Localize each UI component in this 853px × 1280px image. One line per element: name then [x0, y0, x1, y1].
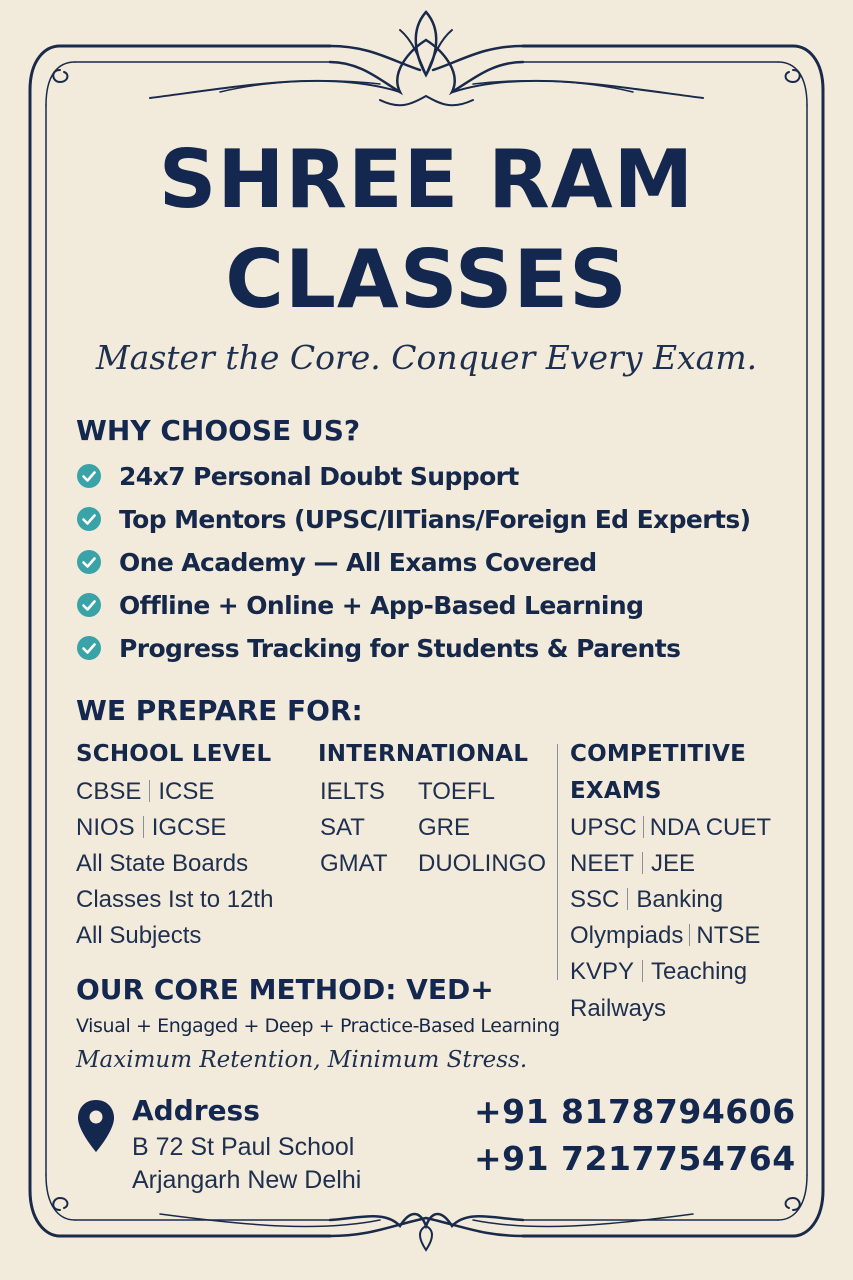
- competitive-heading-line-2: EXAMS: [570, 778, 662, 804]
- international-item: SAT: [320, 814, 365, 841]
- competitive-item: [570, 814, 771, 842]
- international-item: IELTS: [320, 778, 385, 805]
- international-item: DUOLINGO: [418, 850, 547, 877]
- competitive-item: Railways: [570, 995, 667, 1022]
- feature-item: [76, 502, 750, 536]
- competitive-item-text: NEET: [570, 850, 635, 877]
- school-item: All State Boards: [76, 850, 249, 877]
- international-item: GMAT: [320, 850, 388, 877]
- address-label: Address: [132, 1094, 260, 1127]
- school-item: Classes Ist to 12th: [76, 886, 274, 913]
- check-circle-icon: [76, 635, 102, 661]
- competitive-item-text: UPSC: [570, 814, 637, 841]
- competitive-item: [570, 958, 747, 986]
- school-item: All Subjects: [76, 922, 202, 949]
- method-tagline: Maximum Retention, Minimum Stress.: [76, 1047, 528, 1073]
- column-divider: [557, 744, 558, 980]
- title-line-2: CLASSES: [225, 233, 628, 326]
- competitive-heading-line-1: COMPETITIVE: [570, 741, 747, 767]
- competitive-item: [570, 886, 723, 914]
- feature-item: [76, 631, 680, 665]
- competitive-item-text: SSC: [570, 886, 620, 913]
- phone-number-1[interactable]: +91 8178794606: [474, 1092, 796, 1131]
- competitive-item-text: NDA CUET: [649, 814, 772, 841]
- international-item: TOEFL: [418, 778, 495, 805]
- phone-number-2[interactable]: +91 7217754764: [474, 1139, 796, 1178]
- school-item-text: ICSE: [158, 778, 215, 805]
- tagline: Master the Core. Conquer Every Exam.: [95, 338, 758, 377]
- feature-text: Progress Tracking for Students & Parents: [119, 633, 681, 663]
- competitive-item-text: Teaching: [651, 958, 748, 985]
- school-item-text: CBSE: [76, 778, 142, 805]
- method-heading: OUR CORE METHOD: VED+: [76, 973, 494, 1006]
- check-circle-icon: [76, 592, 102, 618]
- check-circle-icon: [76, 549, 102, 575]
- competitive-item-text: Banking: [636, 886, 724, 913]
- school-item-text: IGCSE: [151, 814, 227, 841]
- competitive-item-text: KVPY: [570, 958, 635, 985]
- international-item: GRE: [418, 814, 471, 841]
- feature-item: [76, 588, 643, 622]
- address-line-1: B 72 St Paul School: [132, 1133, 355, 1161]
- prepare-heading: WE PREPARE FOR:: [76, 694, 363, 727]
- feature-item: [76, 459, 519, 493]
- check-circle-icon: [76, 463, 102, 489]
- feature-text: Top Mentors (UPSC/IITians/Foreign Ed Experts): [119, 504, 751, 534]
- competitive-item-text: NTSE: [696, 922, 761, 949]
- school-level-heading: SCHOOL LEVEL: [76, 741, 272, 767]
- address-line-2: Arjangarh New Delhi: [132, 1166, 362, 1194]
- competitive-item-text: Olympiads: [570, 922, 684, 949]
- why-choose-heading: WHY CHOOSE US?: [76, 414, 361, 447]
- competitive-item: [570, 922, 760, 950]
- school-item: [76, 778, 214, 806]
- school-item: [76, 814, 226, 842]
- check-circle-icon: [76, 506, 102, 532]
- feature-text: Offline + Online + App-Based Learning: [119, 590, 644, 620]
- international-heading: INTERNATIONAL: [318, 741, 529, 767]
- school-item-text: NIOS: [76, 814, 135, 841]
- method-subtitle: Visual + Engaged + Deep + Practice-Based Learning: [76, 1015, 560, 1037]
- feature-item: [76, 545, 597, 579]
- competitive-item: [570, 850, 695, 878]
- title-line-1: SHREE RAM: [158, 133, 695, 226]
- feature-text: 24x7 Personal Doubt Support: [119, 461, 519, 491]
- competitive-item-text: JEE: [651, 850, 696, 877]
- location-pin-icon: [76, 1098, 116, 1154]
- feature-text: One Academy — All Exams Covered: [119, 547, 597, 577]
